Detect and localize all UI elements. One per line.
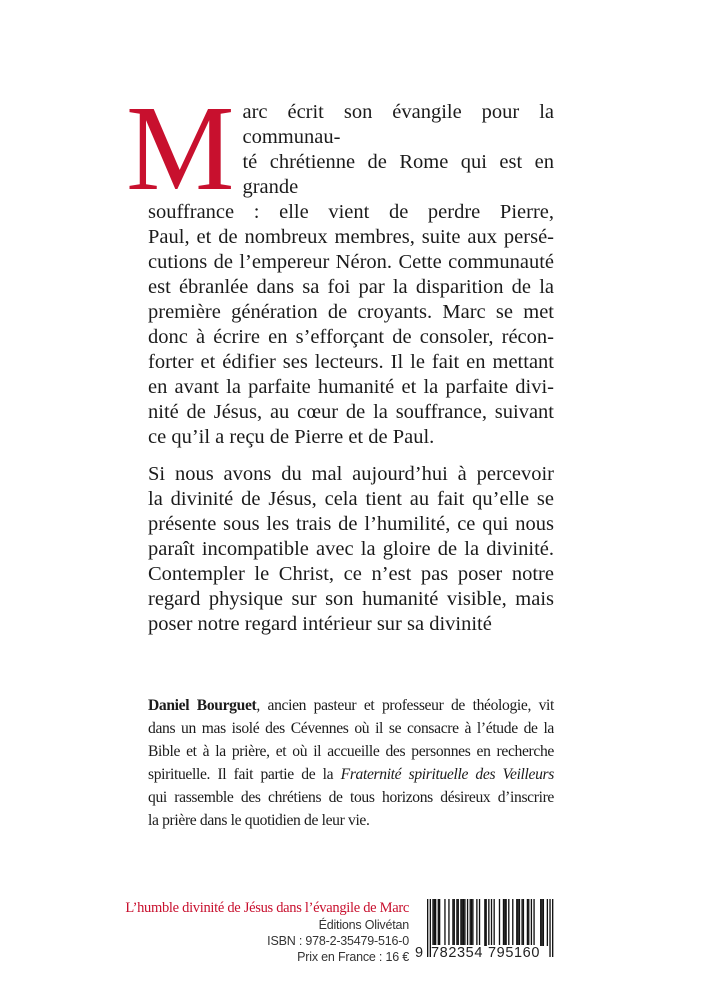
barcode-bar: [494, 899, 495, 946]
author-name: Daniel Bourguet: [148, 697, 257, 714]
text-line: Si nous avons du mal aujourd’hui à percevoir: [148, 463, 554, 485]
colophon: [125, 900, 409, 965]
text-line: té chrétienne de Rome qui est en grande: [242, 151, 554, 198]
barcode-bar: [531, 899, 532, 946]
barcode-bar: [464, 899, 465, 946]
barcode-bar: [517, 899, 518, 946]
barcode-bar: [519, 899, 520, 946]
text-line: nité de Jésus, au cœur de la souffrance, suivant: [148, 401, 554, 423]
barcode-bar: [470, 899, 471, 946]
barcode-digit-lead: 9: [415, 945, 424, 961]
blurb: [126, 81, 554, 649]
text-line: souffrance : elle vient de perdre Pierre,: [148, 201, 554, 223]
barcode-bar: [439, 899, 440, 946]
barcode-bar: [527, 899, 528, 946]
text-line: Contempler le Christ, ce n’est pas poser notre: [148, 563, 554, 585]
text-line: Paul, et de nombreux membres, suite aux persé-: [148, 226, 554, 248]
barcode-bar: [452, 899, 453, 946]
text-line: dans un mas isolé des Cévennes où il se consacre à l’étude de la: [148, 720, 554, 737]
text-line: cutions de l’empereur Néron. Cette communauté: [148, 251, 554, 273]
barcode-bar: [521, 899, 522, 946]
barcode-bar: [547, 899, 548, 946]
text-line: qui rassemble des chrétiens de tous horizons désireux d’inscrire: [148, 789, 554, 806]
barcode-bar: [479, 899, 480, 946]
text-line: arc écrit son évangile pour la communau-: [242, 101, 554, 148]
barcode-digits: [415, 945, 560, 961]
barcode-bar: [463, 899, 464, 946]
text-line: [148, 763, 554, 786]
author-bio: [148, 694, 554, 832]
text-line: en avant la parfaite humanité et la parfaite divi-: [148, 376, 554, 398]
barcode-bar: [504, 899, 505, 946]
barcode-bar: [462, 899, 463, 946]
barcode-bar: [486, 899, 487, 946]
isbn: ISBN : 978-2-35479-516-0: [267, 934, 409, 948]
barcode-bar: [435, 899, 436, 946]
barcode-bar: [484, 899, 485, 946]
barcode-bar: [454, 899, 455, 946]
text-line: Bible et à la prière, et où il accueille des personnes en recherche: [148, 743, 554, 760]
barcode-bar: [499, 899, 500, 946]
barcode-bar: [523, 899, 524, 946]
barcode-bar: [472, 899, 473, 946]
drop-cap: M: [126, 81, 235, 216]
price: Prix en France : 16 €: [297, 950, 409, 964]
barcode-bar: [448, 899, 449, 946]
book-title: L’humble divinité de Jésus dans l’évangile de Marc: [125, 900, 409, 916]
barcode-bar: [444, 899, 445, 946]
text-line: première génération de croyants. Marc se met: [148, 301, 554, 323]
text-line: poser notre regard intérieur sur sa divinité: [148, 613, 492, 635]
barcode-bar: [541, 899, 542, 946]
barcode-digits-group1: 782354: [431, 945, 483, 961]
barcode-bar: [505, 899, 506, 946]
barcode-bar: [476, 899, 477, 946]
text-line: donc à écrire en s’efforçant de consoler, récon-: [148, 326, 554, 348]
blurb-paragraph-1: [126, 81, 554, 450]
barcode-bar: [471, 899, 472, 946]
text-line: paraît incompatible avec la gloire de la divinité.: [148, 538, 554, 560]
barcode-bar: [438, 899, 439, 946]
barcode-bar: [528, 899, 529, 946]
barcode-bar: [543, 899, 544, 946]
barcode-digits-group2: 795160: [488, 945, 540, 961]
text-line: [148, 694, 554, 717]
text-line: présente sous les trais de l’humilité, ce qui nous: [148, 513, 554, 535]
barcode-bar: [456, 899, 457, 946]
barcode-bar: [512, 899, 513, 946]
text-line: la prière dans le quotidien de leur vie.: [148, 812, 370, 829]
text-line: la divinité de Jésus, cela tient au fait qu’elle se: [148, 488, 554, 510]
text-line: est ébranlée dans sa foi par la disparition de la: [148, 276, 554, 298]
barcode-bar: [503, 899, 504, 946]
barcode-bar: [508, 899, 509, 946]
text-line: regard physique sur son humanité visible, mais: [148, 588, 554, 610]
text-line: ce qu’il a reçu de Pierre et de Paul.: [148, 426, 435, 448]
text-line: forter et édifier ses lecteurs. Il le fait en mettant: [148, 351, 554, 373]
blurb-paragraph-2: [148, 462, 554, 637]
organization-name: Fraternité spirituelle des Veilleurs: [340, 766, 554, 783]
barcode-bar: [458, 899, 459, 946]
barcode-bar: [434, 899, 435, 946]
barcode-bar: [516, 899, 517, 946]
publisher: Éditions Olivétan: [318, 918, 409, 932]
barcode-bar: [467, 899, 468, 946]
text-span: spirituelle. Il fait partie de la: [148, 766, 341, 783]
barcode-bar: [540, 899, 541, 946]
barcode-bar: [460, 899, 461, 946]
text-span: , ancien pasteur et professeur de théologie, vit: [256, 697, 554, 714]
barcode: [415, 899, 560, 961]
barcode-bar: [432, 899, 433, 946]
barcode-bar: [533, 899, 534, 946]
